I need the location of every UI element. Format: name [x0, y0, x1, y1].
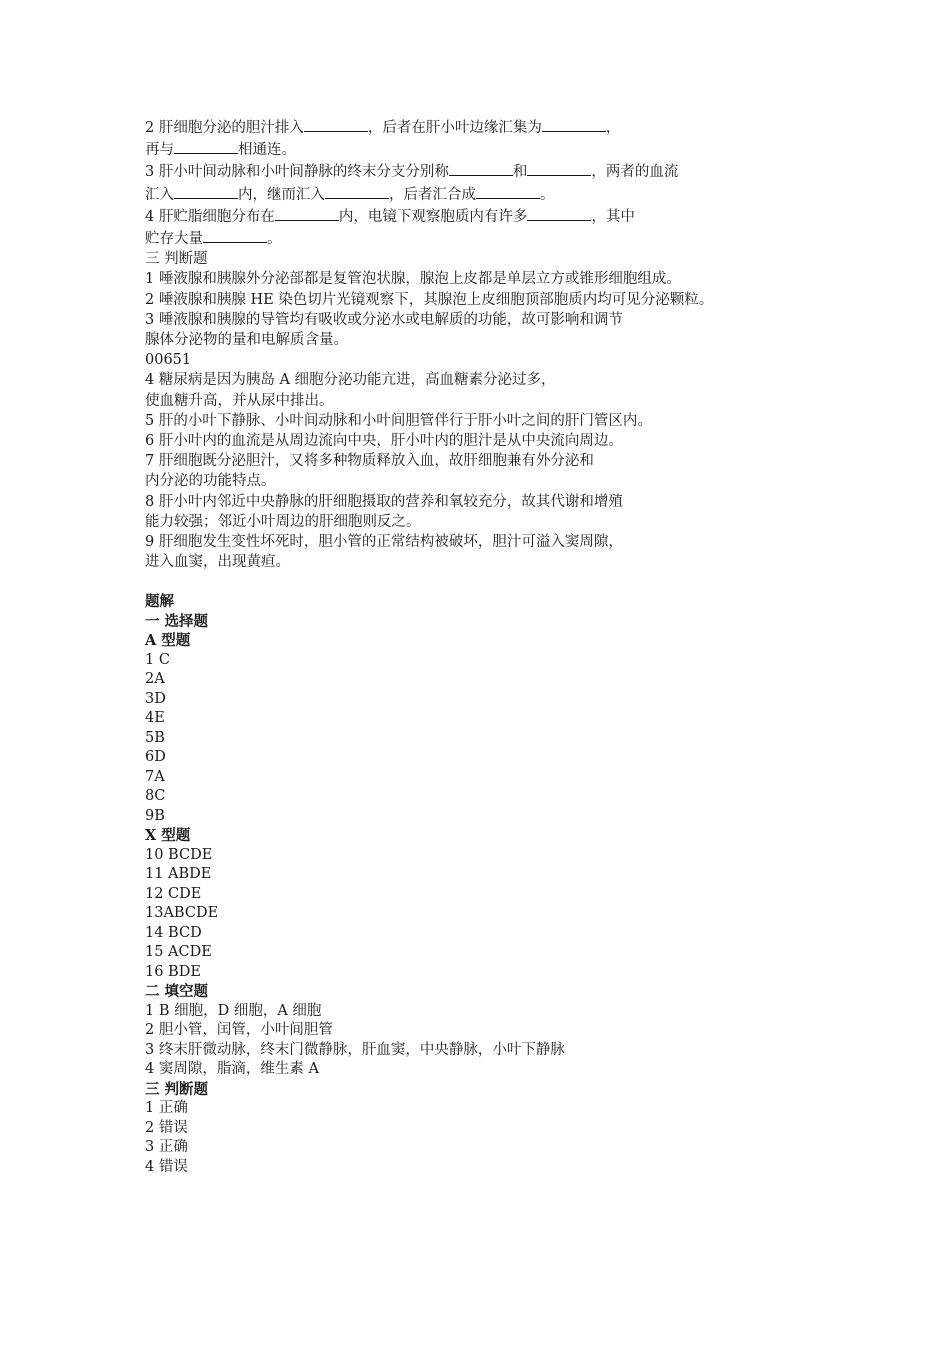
judge-line: 使血糖升高，并从尿中排出。 — [145, 392, 334, 409]
answer-item: 9B — [145, 807, 165, 824]
judge-heading: 三 判断题 — [145, 251, 208, 268]
a-type-heading: A 型题 — [145, 632, 191, 650]
answer-item: 3 终末肝微动脉，终末门微静脉，肝血窦，中央静脉，小叶下静脉 — [145, 1041, 565, 1058]
answer-blank — [527, 160, 591, 176]
answer-item: 8C — [145, 788, 166, 805]
choice-heading: 一 选择题 — [145, 612, 209, 630]
answer-item: 1 正确 — [145, 1100, 188, 1117]
answer-item: 4 窦周隙，脂滴，维生素 A — [145, 1061, 319, 1078]
judge-line: 3 唾液腺和胰腺的导管均有吸收或分泌水或电解质的功能，故可影响和调节 — [145, 311, 623, 328]
answer-blank — [476, 183, 540, 199]
judge-line: 内分泌的功能特点。 — [145, 473, 276, 490]
answer-blank — [174, 183, 238, 199]
answer-item: 3D — [145, 690, 166, 707]
judge-line: 9 肝细胞发生变性坏死时，胆小管的正常结构被破坏，胆汁可溢入窦周隙， — [145, 534, 623, 551]
answer-blank — [275, 205, 339, 221]
fill-question-2-line-1: 2 肝细胞分泌的胆汁排入 ，后者在肝小叶边缘汇集为 ， — [145, 116, 845, 138]
fill-question-4-line-1: 4 肝贮脂细胞分布在 内，电镜下观察胞质内有许多 ，其中 — [145, 205, 845, 227]
judge-line: 能力较强；邻近小叶周边的肝细胞则反之。 — [145, 513, 421, 530]
judge-answers-heading: 三 判断题 — [145, 1080, 209, 1098]
judge-line: 腺体分泌物的量和电解质含量。 — [145, 332, 348, 349]
answer-blank — [449, 160, 513, 176]
answer-item: 10 BCDE — [145, 846, 213, 863]
judge-line: 8 肝小叶内邻近中央静脉的肝细胞摄取的营养和氧较充分，故其代谢和增殖 — [145, 493, 623, 510]
x-type-heading: X 型题 — [145, 827, 191, 845]
answer-item: 15 ACDE — [145, 944, 212, 961]
answer-blank — [325, 183, 389, 199]
fill-answers-heading: 二 填空题 — [145, 983, 209, 1001]
answer-item: 6D — [145, 749, 166, 766]
judge-line: 2 唾液腺和胰腺 HE 染色切片光镜观察下，其腺泡上皮细胞顶部胞质内均可见分泌颗粒。 — [145, 291, 714, 308]
answer-item: 16 BDE — [145, 963, 201, 980]
answer-item: 4 错误 — [145, 1158, 188, 1175]
fill-question-2-line-2: 再与 相通连。 — [145, 138, 845, 160]
answer-item: 11 ABDE — [145, 866, 212, 883]
judge-line: 7 肝细胞既分泌胆汁，又将多种物质释放入血，故肝细胞兼有外分泌和 — [145, 453, 594, 470]
answer-blank — [304, 116, 368, 132]
answers-title: 题解 — [145, 593, 174, 611]
answer-item: 2 错误 — [145, 1119, 188, 1136]
answer-item: 3 正确 — [145, 1139, 188, 1156]
answer-item: 12 CDE — [145, 885, 202, 902]
answer-item: 1 B 细胞，D 细胞，A 细胞 — [145, 1002, 322, 1019]
answer-item: 7A — [145, 768, 165, 785]
judge-line: 5 肝的小叶下静脉、小叶间动脉和小叶间胆管伴行于肝小叶之间的肝门管区内。 — [145, 412, 652, 429]
answer-item: 5B — [145, 729, 165, 746]
answer-blank — [174, 138, 238, 154]
fill-question-4-line-2: 贮存大量 。 — [145, 227, 845, 249]
answer-item: 4E — [145, 710, 165, 727]
answer-blank — [542, 116, 606, 132]
fill-question-3-line-2: 汇入 内，继而汇入 ，后者汇合成 。 — [145, 183, 845, 205]
answer-blank — [527, 205, 591, 221]
answer-item: 13ABCDE — [145, 905, 219, 922]
answer-item: 2A — [145, 671, 165, 688]
fill-question-3-line-1: 3 肝小叶间动脉和小叶间静脉的终末分支分别称 和 ，两者的血流 — [145, 160, 845, 182]
judge-line: 6 肝小叶内的血流是从周边流向中央，肝小叶内的胆汁是从中央流向周边。 — [145, 433, 623, 450]
answer-item: 1 C — [145, 651, 170, 668]
answer-blank — [203, 227, 267, 243]
document-page — [145, 116, 845, 1177]
judge-line: 1 唾液腺和胰腺外分泌部都是复管泡状腺，腺泡上皮都是单层立方或锥形细胞组成。 — [145, 271, 681, 288]
judge-line: 进入血窦，出现黄疸。 — [145, 554, 290, 571]
answer-item: 2 胆小管，闰管，小叶间胆管 — [145, 1022, 333, 1039]
section-spacer — [145, 572, 845, 592]
judge-line: 4 糖尿病是因为胰岛 A 细胞分泌功能亢进，高血糖素分泌过多， — [145, 372, 556, 389]
answer-item: 14 BCD — [145, 924, 202, 941]
judge-line: 00651 — [145, 352, 192, 369]
